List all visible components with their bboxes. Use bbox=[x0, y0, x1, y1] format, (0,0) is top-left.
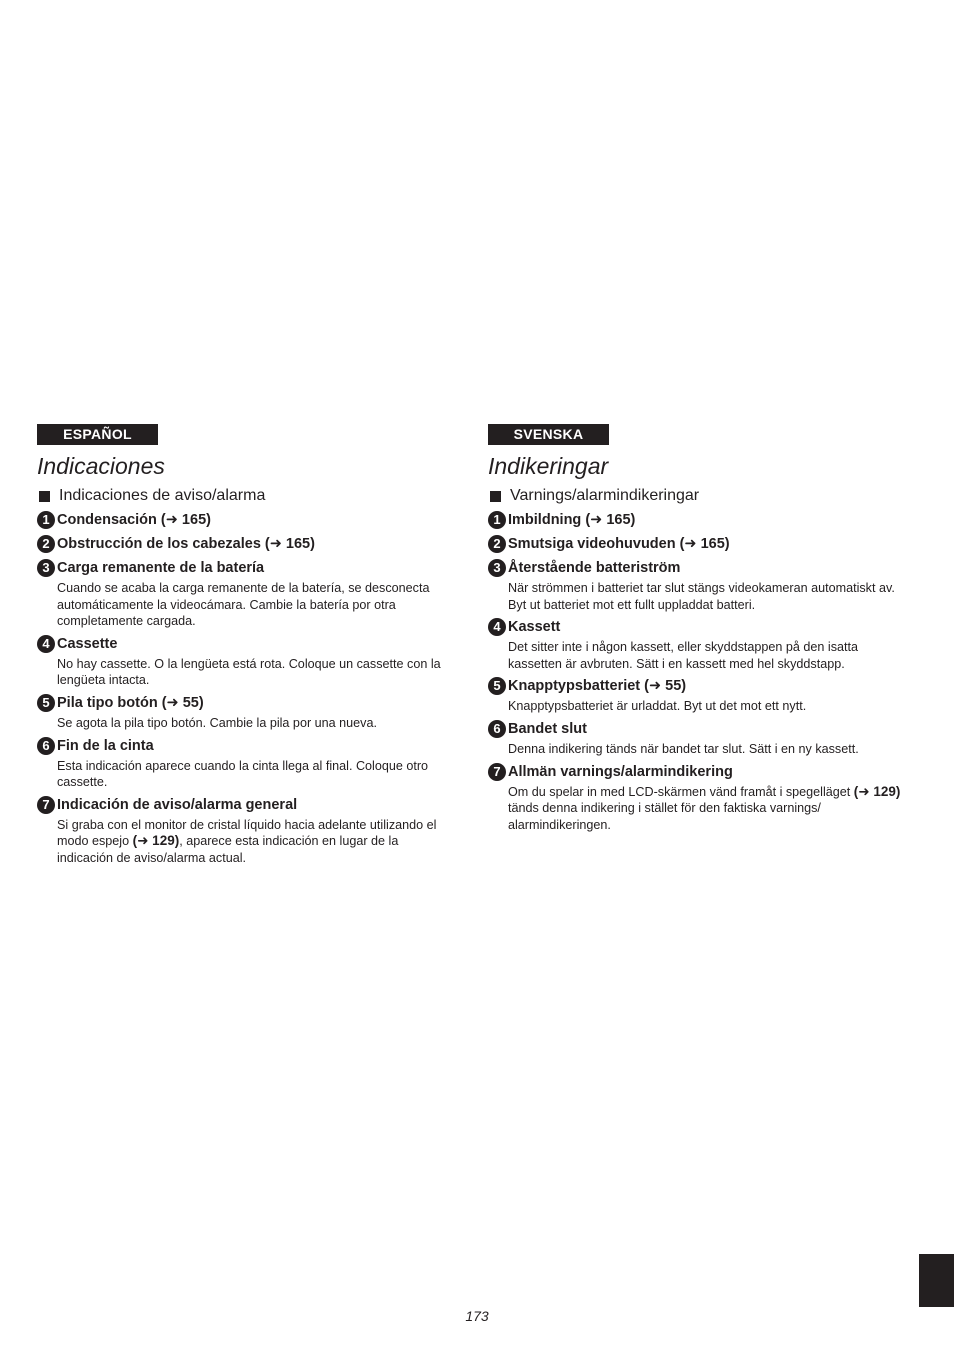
item-description: Se agota la pila tipo botón. Cambie la pila por una nueva. bbox=[57, 715, 377, 730]
page-reference: (➜ 129) bbox=[853, 783, 901, 799]
description-text: tänds denna indikering i stället för den faktiska varnings/ alarmindikeringen. bbox=[508, 801, 821, 832]
item-label: Kassett bbox=[508, 619, 561, 636]
item-label: Obstrucción de los cabezales (➜ 165) bbox=[57, 536, 315, 552]
list-item bbox=[37, 794, 455, 867]
item-description: När strömmen i batteriet tar slut stängs videokameran automatiskt av. Byt ut batteriet mot ett fullt uppladdat batteri. bbox=[508, 581, 895, 612]
number-4-icon: 4 bbox=[37, 635, 55, 653]
item-label: Pila tipo botón (➜ 55) bbox=[57, 694, 204, 711]
number-6-icon: 6 bbox=[488, 720, 506, 738]
section-heading bbox=[37, 485, 455, 507]
language-tag-espanol: ESPAÑOL bbox=[37, 424, 158, 445]
number-1-icon: 1 bbox=[488, 511, 506, 529]
item-label: Imbildning (➜ 165) bbox=[508, 512, 636, 528]
item-description: Cuando se acaba la carga remanente de la batería, se desconecta automáticamente la videocámara. Cambie la batería por otra completamente cargada. bbox=[57, 581, 430, 629]
list-item bbox=[37, 633, 455, 689]
item-label: Carga remanente de la batería bbox=[57, 560, 265, 576]
list-item bbox=[488, 718, 906, 758]
page-number: 173 bbox=[465, 1308, 489, 1324]
spanish-column bbox=[37, 424, 455, 870]
item-description bbox=[57, 817, 455, 867]
list-item bbox=[488, 557, 906, 613]
item-description: Denna indikering tänds när bandet tar slut. Sätt i en ny kassett. bbox=[508, 741, 859, 756]
description-text: Om du spelar in med LCD-skärmen vänd framåt i spegelläget bbox=[508, 784, 854, 799]
number-5-icon: 5 bbox=[37, 694, 55, 712]
number-2-icon: 2 bbox=[37, 535, 55, 553]
list-item bbox=[488, 761, 906, 834]
list-item bbox=[37, 557, 455, 630]
chapter-thumb-tab bbox=[919, 1254, 954, 1307]
item-description bbox=[508, 784, 906, 834]
number-2-icon: 2 bbox=[488, 535, 506, 553]
swedish-column bbox=[488, 424, 906, 836]
section-heading-text: Varnings/alarmindikeringar bbox=[510, 487, 700, 504]
item-label: Indicación de aviso/alarma general bbox=[57, 796, 298, 813]
list-item bbox=[37, 735, 455, 791]
list-item bbox=[37, 533, 455, 555]
item-label: Fin de la cinta bbox=[57, 737, 154, 754]
list-item bbox=[488, 675, 906, 715]
number-3-icon: 3 bbox=[488, 559, 506, 577]
item-label: Condensación (➜ 165) bbox=[57, 512, 211, 528]
number-1-icon: 1 bbox=[37, 511, 55, 529]
section-heading bbox=[488, 485, 906, 507]
list-item bbox=[488, 616, 906, 672]
section-heading-text: Indicaciones de aviso/alarma bbox=[59, 487, 266, 504]
description-text: Si graba con el monitor de cristal líquido hacia adelante utilizando el modo espejo bbox=[57, 817, 437, 849]
item-label: Bandet slut bbox=[508, 720, 587, 737]
item-label: Allmän varnings/alarmindikering bbox=[508, 763, 733, 780]
list-item bbox=[37, 692, 455, 732]
page-title-indikeringar: Indikeringar bbox=[488, 453, 609, 479]
square-bullet-icon bbox=[39, 491, 50, 502]
number-7-icon: 7 bbox=[488, 763, 506, 781]
list-item bbox=[488, 509, 906, 531]
description-text: , aparece esta indicación en lugar de la indicación de aviso/alarma actual. bbox=[57, 834, 399, 865]
number-7-icon: 7 bbox=[37, 796, 55, 814]
square-bullet-icon bbox=[490, 491, 501, 502]
list-item bbox=[37, 509, 455, 531]
language-tag-svenska: SVENSKA bbox=[488, 424, 609, 445]
item-label: Smutsiga videohuvuden (➜ 165) bbox=[508, 536, 730, 552]
list-item bbox=[488, 533, 906, 555]
page-reference: (➜ 129) bbox=[132, 833, 180, 849]
number-4-icon: 4 bbox=[488, 618, 506, 636]
item-description: Det sitter inte i någon kassett, eller skyddstappen på den isatta kassetten är avbruten. Sätt i en kassett med hel skyddstapp. bbox=[508, 640, 859, 671]
item-description: No hay cassette. O la lengüeta está rota. Coloque un cassette con la lengüeta intacta. bbox=[57, 656, 441, 688]
item-label: Återstående batteriström bbox=[508, 560, 681, 576]
number-5-icon: 5 bbox=[488, 677, 506, 695]
number-6-icon: 6 bbox=[37, 737, 55, 755]
item-label: Cassette bbox=[57, 635, 118, 652]
item-label: Knapptypsbatteriet (➜ 55) bbox=[508, 678, 687, 695]
number-3-icon: 3 bbox=[37, 559, 55, 577]
item-description: Knapptypsbatteriet är urladdat. Byt ut det mot ett nytt. bbox=[508, 699, 807, 714]
page-title-indicaciones: Indicaciones bbox=[37, 453, 165, 479]
item-description: Esta indicación aparece cuando la cinta llega al final. Coloque otro cassette. bbox=[57, 758, 429, 790]
